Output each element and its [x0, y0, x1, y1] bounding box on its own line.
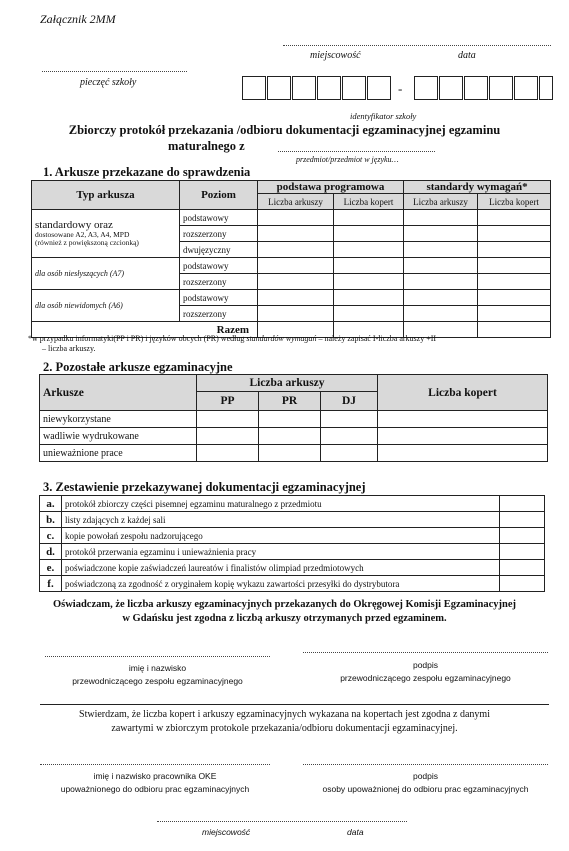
caption-line: podpis — [412, 660, 439, 670]
input-cell[interactable] — [378, 428, 548, 445]
col-level: Poziom — [180, 181, 258, 210]
footer-date-label: data — [347, 827, 364, 837]
footer-place-date-line[interactable] — [157, 821, 407, 822]
section2-heading: 2. Pozostałe arkusze egzaminacyjne — [43, 360, 233, 374]
chair-signature-caption — [303, 659, 548, 685]
type-standard-main: standardowy oraz — [35, 218, 113, 231]
col-dj: DJ — [321, 392, 378, 411]
type-blind: dla osób niewidomych (A6) — [32, 290, 180, 322]
table-row — [40, 411, 548, 428]
group-standards: standardy wymagań* — [404, 181, 551, 194]
footnote-part: *w przypadku informatyki(PP i PR) i języków obcych (PR) według — [28, 334, 247, 343]
checkbox-cell[interactable] — [500, 544, 545, 560]
caption-line: przewodniczącego zespołu egzaminacyjnego — [72, 676, 243, 687]
item-text: listy zdających z każdej sali — [62, 512, 500, 528]
id-box[interactable] — [539, 76, 553, 100]
chair-signature-line[interactable] — [303, 652, 548, 653]
stamp-line[interactable] — [42, 71, 187, 72]
footer-place-label: miejscowość — [202, 827, 251, 837]
oke-signature-caption — [303, 770, 548, 796]
sub-envelopes: Liczba kopert — [334, 194, 404, 210]
input-cell[interactable] — [378, 445, 548, 462]
checkbox-cell[interactable] — [500, 528, 545, 544]
section1-table — [31, 180, 551, 338]
input-cell[interactable] — [404, 242, 478, 258]
input-cell[interactable] — [478, 242, 551, 258]
confirmation-line2: zawartymi w zbiorczym protokole przekazania/odbioru dokumentacji egzaminacyjnej. — [111, 722, 458, 734]
place-label: miejscowość — [310, 50, 361, 61]
col-envelopes: Liczba kopert — [378, 375, 548, 411]
input-cell[interactable] — [378, 411, 548, 428]
caption-line: imię i nazwisko — [128, 663, 187, 673]
item-text: kopie powołań zespołu nadzorującego — [62, 528, 500, 544]
level-cell: dwujęzyczny — [180, 242, 258, 258]
input-cell[interactable] — [404, 306, 478, 322]
type-standard — [32, 210, 180, 258]
id-box[interactable] — [514, 76, 538, 100]
school-id-label: identyfikator szkoły — [350, 111, 417, 121]
input-cell[interactable] — [321, 428, 378, 445]
annex-label: Załącznik 2MM — [40, 12, 116, 26]
level-cell: rozszerzony — [180, 274, 258, 290]
place-date-line[interactable] — [283, 45, 551, 46]
section1-footnote — [28, 334, 550, 355]
col-pp: PP — [197, 392, 259, 411]
input-cell[interactable] — [478, 290, 551, 306]
input-cell[interactable] — [259, 428, 321, 445]
input-cell[interactable] — [334, 290, 404, 306]
input-cell[interactable] — [321, 445, 378, 462]
sub-sheets: Liczba arkuszy — [404, 194, 478, 210]
col-type: Typ arkusza — [32, 181, 180, 210]
type-standard-note2: (również z powiększoną czcionką) — [35, 238, 139, 248]
item-letter: b. — [40, 512, 62, 528]
caption-line: osoby upoważnionej do odbioru prac egzaminacyjnych — [322, 784, 529, 795]
id-box[interactable] — [342, 76, 366, 100]
page-title-line1: Zbiorczy protokół przekazania /odbioru dokumentacji egzaminacyjnej egzaminu — [68, 123, 501, 137]
confirmation-line1: Stwierdzam, że liczba kopert i arkuszy egzaminacyjnych wykazana na kopertach jest zgodna z danymi — [79, 709, 490, 720]
item-text: protokół zbiorczy części pisemnej egzaminu maturalnego z przedmiotu — [62, 496, 500, 512]
section1-heading: 1. Arkusze przekazane do sprawdzenia — [43, 165, 251, 179]
divider — [40, 704, 549, 705]
page-title-line2: maturalnego z — [168, 139, 245, 153]
id-box[interactable] — [489, 76, 513, 100]
input-cell[interactable] — [478, 306, 551, 322]
oke-name-caption — [40, 770, 270, 796]
row-label: niewykorzystane — [40, 411, 197, 428]
checkbox-cell[interactable] — [500, 560, 545, 576]
input-cell[interactable] — [334, 210, 404, 226]
col-sheets: Arkusze — [40, 375, 197, 411]
list-item — [40, 512, 545, 528]
id-box[interactable] — [317, 76, 341, 100]
input-cell[interactable] — [478, 274, 551, 290]
caption-line: podpis — [412, 771, 439, 781]
input-cell[interactable] — [258, 306, 334, 322]
level-cell: rozszerzony — [180, 226, 258, 242]
id-box[interactable] — [414, 76, 438, 100]
stamp-label: pieczęć szkoły — [80, 77, 137, 88]
list-item — [40, 528, 545, 544]
input-cell[interactable] — [258, 258, 334, 274]
id-box[interactable] — [242, 76, 266, 100]
caption-line: imię i nazwisko pracownika OKE — [93, 771, 217, 781]
footnote-part: – należy zapisać I-liczba arkuszy +II — [316, 334, 437, 343]
id-box[interactable] — [439, 76, 463, 100]
oke-name-line[interactable] — [40, 764, 270, 765]
chair-name-line[interactable] — [45, 656, 270, 657]
id-box[interactable] — [464, 76, 488, 100]
input-cell[interactable] — [197, 411, 259, 428]
item-text: poświadczone kopie zaświadczeń laureatów i finalistów olimpiad przedmiotowych — [62, 560, 500, 576]
table-row — [32, 258, 551, 274]
input-cell[interactable] — [197, 428, 259, 445]
type-deaf: dla osób niesłyszących (A7) — [32, 258, 180, 290]
id-box[interactable] — [367, 76, 391, 100]
sub-sheets: Liczba arkuszy — [258, 194, 334, 210]
input-cell[interactable] — [404, 210, 478, 226]
footnote-part: – liczba arkuszy. — [42, 344, 96, 354]
input-cell[interactable] — [404, 290, 478, 306]
col-count: Liczba arkuszy — [197, 375, 378, 392]
input-cell[interactable] — [334, 226, 404, 242]
id-box[interactable] — [267, 76, 291, 100]
input-cell[interactable] — [334, 258, 404, 274]
table-row — [40, 445, 548, 462]
oke-signature-line[interactable] — [303, 764, 548, 765]
input-cell[interactable] — [259, 411, 321, 428]
input-cell[interactable] — [258, 242, 334, 258]
item-letter: f. — [40, 576, 62, 592]
item-text: protokół przerwania egzaminu i unieważnienia pracy — [62, 544, 500, 560]
section3-heading: 3. Zestawienie przekazywanej dokumentacji egzaminacyjnej — [43, 480, 366, 494]
table-row — [32, 290, 551, 306]
list-item — [40, 560, 545, 576]
input-cell[interactable] — [404, 258, 478, 274]
input-cell[interactable] — [478, 258, 551, 274]
input-cell[interactable] — [334, 306, 404, 322]
item-letter: d. — [40, 544, 62, 560]
list-item — [40, 496, 545, 512]
input-cell[interactable] — [258, 226, 334, 242]
table-row — [32, 210, 551, 226]
level-cell: podstawowy — [180, 258, 258, 274]
section2-table — [39, 374, 548, 462]
input-cell[interactable] — [404, 274, 478, 290]
item-letter: a. — [40, 496, 62, 512]
id-box[interactable] — [292, 76, 316, 100]
declaration-line1: Oświadczam, że liczba arkuszy egzaminacyjnych przekazanych do Okręgowej Komisji Egzaminacyjnej — [52, 599, 517, 610]
type-standard-note1: dostosowane A2, A3, A4, MPD — [35, 230, 130, 240]
level-cell: rozszerzony — [180, 306, 258, 322]
section3-table — [39, 495, 545, 592]
checkbox-cell[interactable] — [500, 512, 545, 528]
table-row — [40, 428, 548, 445]
list-item — [40, 576, 545, 592]
input-cell[interactable] — [334, 274, 404, 290]
footnote-em: standardów wymagań — [246, 334, 317, 343]
declaration-line2: w Gdańsku jest zgodna z liczbą arkuszy otrzymanych przed egzaminem. — [122, 613, 447, 625]
input-cell[interactable] — [197, 445, 259, 462]
level-cell: podstawowy — [180, 290, 258, 306]
list-item — [40, 544, 545, 560]
input-cell[interactable] — [258, 274, 334, 290]
col-pr: PR — [259, 392, 321, 411]
row-label: unieważnione prace — [40, 445, 197, 462]
subject-caption: przedmiot/przedmiot w języku… — [296, 155, 399, 164]
item-letter: e. — [40, 560, 62, 576]
checkbox-cell[interactable] — [500, 576, 545, 592]
item-letter: c. — [40, 528, 62, 544]
sub-envelopes: Liczba kopert — [478, 194, 551, 210]
checkbox-cell[interactable] — [500, 496, 545, 512]
caption-line: upoważnionego do odbioru prac egzaminacyjnych — [60, 784, 250, 795]
input-cell[interactable] — [321, 411, 378, 428]
chair-name-caption — [45, 662, 270, 688]
date-label: data — [458, 50, 476, 61]
id-dash: - — [398, 81, 403, 96]
level-cell: podstawowy — [180, 210, 258, 226]
subject-line[interactable] — [278, 151, 435, 152]
input-cell[interactable] — [258, 210, 334, 226]
input-cell[interactable] — [258, 290, 334, 306]
caption-line: przewodniczącego zespołu egzaminacyjnego — [340, 673, 511, 684]
row-label: wadliwie wydrukowane — [40, 428, 197, 445]
confirmation — [20, 708, 549, 735]
group-program: podstawa programowa — [258, 181, 404, 194]
input-cell[interactable] — [478, 210, 551, 226]
input-cell[interactable] — [404, 226, 478, 242]
total-label: Razem — [32, 322, 258, 338]
input-cell[interactable] — [334, 242, 404, 258]
input-cell[interactable] — [478, 226, 551, 242]
item-text: poświadczoną za zgodność z oryginałem kopię wykazu zawartości przesyłki do dystrybutora — [62, 576, 500, 592]
input-cell[interactable] — [259, 445, 321, 462]
declaration — [20, 598, 549, 626]
